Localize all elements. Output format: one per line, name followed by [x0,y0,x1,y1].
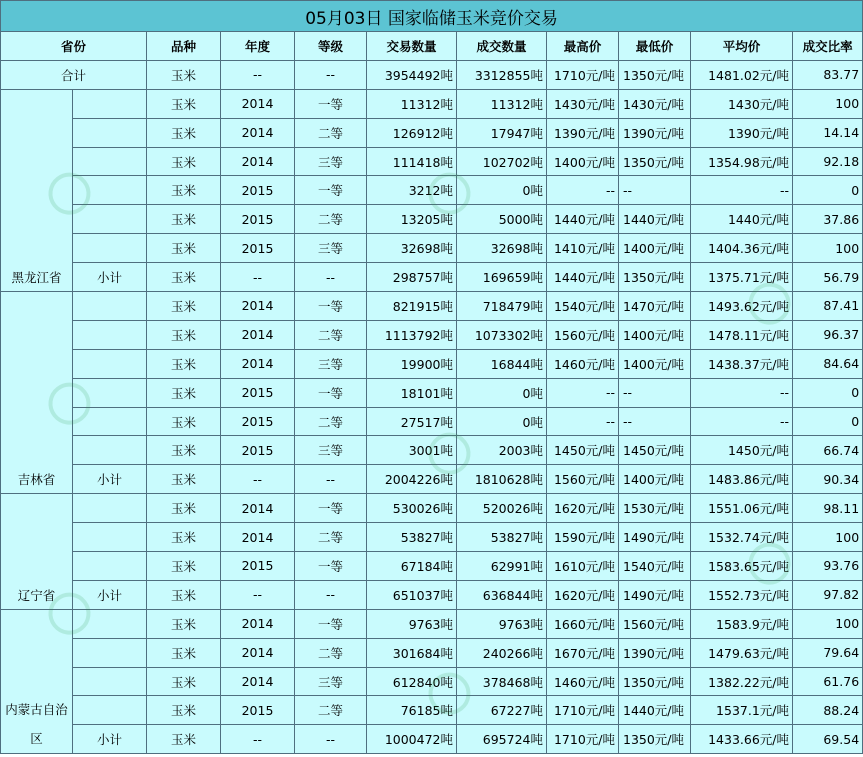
cell-max-price: 1390元/吨 [547,118,619,147]
cell-deal-ratio: 84.64 [793,349,863,378]
cell-max-price: 1670元/吨 [547,638,619,667]
table-row [1,696,863,725]
table-row [1,292,863,321]
cell-deal-qty: 1073302吨 [457,320,547,349]
cell-variety: 玉米 [147,407,221,436]
cell-avg-price: 1390元/吨 [691,118,793,147]
cell-trade-qty: 76185吨 [367,696,457,725]
total-deal-qty: 3312855吨 [457,60,547,89]
cell-deal-qty: 53827吨 [457,523,547,552]
cell-variety: 玉米 [147,696,221,725]
sub-blank-cell [73,118,147,147]
cell-deal-ratio: 79.64 [793,638,863,667]
cell-variety: 玉米 [147,725,221,754]
subtotal-label: 小计 [73,465,147,494]
cell-year: 2014 [221,667,295,696]
cell-deal-qty: 169659吨 [457,263,547,292]
cell-max-price: 1560元/吨 [547,320,619,349]
cell-min-price: -- [619,407,691,436]
cell-avg-price: 1438.37元/吨 [691,349,793,378]
cell-variety: 玉米 [147,494,221,523]
cell-deal-qty: 2003吨 [457,436,547,465]
table-row [1,523,863,552]
total-deal-ratio: 83.77 [793,60,863,89]
cell-max-price: 1440元/吨 [547,205,619,234]
cell-deal-qty: 17947吨 [457,118,547,147]
total-max-price: 1710元/吨 [547,60,619,89]
sub-blank-cell [73,667,147,696]
cell-deal-ratio: 0 [793,407,863,436]
cell-variety: 玉米 [147,378,221,407]
sub-blank-cell [73,378,147,407]
cell-grade: 三等 [295,667,367,696]
province-name: 吉林省 [1,292,73,494]
table-row [1,89,863,118]
cell-deal-ratio: 100 [793,234,863,263]
cell-variety: 玉米 [147,147,221,176]
cell-grade: -- [295,263,367,292]
cell-avg-price: 1430元/吨 [691,89,793,118]
subtotal-row [1,263,863,292]
cell-min-price: 1450元/吨 [619,436,691,465]
cell-trade-qty: 298757吨 [367,263,457,292]
sub-blank-cell [73,234,147,263]
cell-trade-qty: 301684吨 [367,638,457,667]
table-row [1,436,863,465]
cell-trade-qty: 27517吨 [367,407,457,436]
subtotal-label: 小计 [73,263,147,292]
cell-avg-price: 1483.86元/吨 [691,465,793,494]
table-row [1,176,863,205]
cell-min-price: 1430元/吨 [619,89,691,118]
table-row [1,349,863,378]
table-row [1,667,863,696]
cell-year: 2014 [221,349,295,378]
subtotal-row [1,580,863,609]
cell-avg-price: -- [691,407,793,436]
cell-variety: 玉米 [147,234,221,263]
cell-deal-qty: 11312吨 [457,89,547,118]
cell-year: 2014 [221,147,295,176]
total-grade: -- [295,60,367,89]
cell-min-price: 1350元/吨 [619,147,691,176]
cell-trade-qty: 3001吨 [367,436,457,465]
cell-min-price: -- [619,378,691,407]
cell-variety: 玉米 [147,609,221,638]
cell-grade: 二等 [295,118,367,147]
cell-min-price: 1350元/吨 [619,725,691,754]
header-min-price: 最低价 [619,32,691,61]
cell-max-price: 1450元/吨 [547,436,619,465]
cell-trade-qty: 821915吨 [367,292,457,321]
cell-deal-qty: 0吨 [457,378,547,407]
cell-variety: 玉米 [147,667,221,696]
cell-year: 2014 [221,494,295,523]
cell-variety: 玉米 [147,523,221,552]
cell-max-price: 1540元/吨 [547,292,619,321]
total-trade-qty: 3954492吨 [367,60,457,89]
cell-deal-ratio: 37.86 [793,205,863,234]
cell-trade-qty: 53827吨 [367,523,457,552]
table-row [1,494,863,523]
cell-deal-qty: 378468吨 [457,667,547,696]
cell-deal-qty: 520026吨 [457,494,547,523]
cell-grade: 二等 [295,696,367,725]
cell-year: -- [221,465,295,494]
cell-avg-price: 1493.62元/吨 [691,292,793,321]
cell-max-price: 1440元/吨 [547,263,619,292]
cell-grade: 三等 [295,234,367,263]
cell-avg-price: 1375.71元/吨 [691,263,793,292]
cell-year: 2015 [221,407,295,436]
cell-trade-qty: 67184吨 [367,552,457,581]
cell-trade-qty: 19900吨 [367,349,457,378]
table-row [1,552,863,581]
cell-variety: 玉米 [147,118,221,147]
cell-min-price: 1400元/吨 [619,320,691,349]
cell-deal-qty: 9763吨 [457,609,547,638]
sub-blank-cell [73,205,147,234]
table-row [1,147,863,176]
cell-max-price: 1660元/吨 [547,609,619,638]
cell-avg-price: 1404.36元/吨 [691,234,793,263]
cell-min-price: 1440元/吨 [619,696,691,725]
cell-grade: -- [295,465,367,494]
header-grade: 等级 [295,32,367,61]
cell-trade-qty: 11312吨 [367,89,457,118]
cell-avg-price: 1552.73元/吨 [691,580,793,609]
cell-grade: 二等 [295,523,367,552]
cell-max-price: 1620元/吨 [547,494,619,523]
cell-max-price: 1610元/吨 [547,552,619,581]
cell-trade-qty: 651037吨 [367,580,457,609]
cell-max-price: 1410元/吨 [547,234,619,263]
cell-deal-qty: 16844吨 [457,349,547,378]
header-avg-price: 平均价 [691,32,793,61]
cell-max-price: 1620元/吨 [547,580,619,609]
cell-min-price: 1350元/吨 [619,263,691,292]
cell-deal-ratio: 100 [793,89,863,118]
cell-year: 2014 [221,609,295,638]
cell-deal-ratio: 61.76 [793,667,863,696]
cell-deal-qty: 62991吨 [457,552,547,581]
cell-max-price: 1590元/吨 [547,523,619,552]
cell-grade: 一等 [295,89,367,118]
cell-year: 2015 [221,436,295,465]
cell-min-price: 1390元/吨 [619,118,691,147]
header-variety: 品种 [147,32,221,61]
sub-blank-cell [73,436,147,465]
cell-avg-price: 1583.65元/吨 [691,552,793,581]
total-variety: 玉米 [147,60,221,89]
cell-min-price: 1560元/吨 [619,609,691,638]
cell-deal-ratio: 66.74 [793,436,863,465]
cell-deal-ratio: 88.24 [793,696,863,725]
cell-deal-ratio: 87.41 [793,292,863,321]
table-row [1,609,863,638]
sub-blank-cell [73,609,147,638]
cell-trade-qty: 18101吨 [367,378,457,407]
header-year: 年度 [221,32,295,61]
cell-avg-price: 1537.1元/吨 [691,696,793,725]
cell-grade: 一等 [295,292,367,321]
cell-min-price: 1400元/吨 [619,234,691,263]
cell-avg-price: 1433.66元/吨 [691,725,793,754]
cell-variety: 玉米 [147,552,221,581]
cell-min-price: 1390元/吨 [619,638,691,667]
cell-grade: -- [295,580,367,609]
province-name: 黑龙江省 [1,89,73,291]
cell-variety: 玉米 [147,263,221,292]
cell-avg-price: 1479.63元/吨 [691,638,793,667]
total-min-price: 1350元/吨 [619,60,691,89]
cell-year: 2015 [221,552,295,581]
header-row [1,32,863,61]
cell-variety: 玉米 [147,436,221,465]
subtotal-label: 小计 [73,725,147,754]
cell-year: -- [221,263,295,292]
header-max-price: 最高价 [547,32,619,61]
cell-min-price: 1540元/吨 [619,552,691,581]
page-title: 05月03日 国家临储玉米竞价交易 [1,1,863,32]
header-deal-qty: 成交数量 [457,32,547,61]
total-year: -- [221,60,295,89]
cell-avg-price: 1382.22元/吨 [691,667,793,696]
cell-deal-qty: 695724吨 [457,725,547,754]
cell-deal-qty: 0吨 [457,176,547,205]
cell-variety: 玉米 [147,89,221,118]
cell-deal-ratio: 0 [793,378,863,407]
cell-trade-qty: 2004226吨 [367,465,457,494]
cell-year: 2014 [221,320,295,349]
cell-min-price: 1490元/吨 [619,523,691,552]
sub-blank-cell [73,89,147,118]
cell-variety: 玉米 [147,638,221,667]
cell-deal-ratio: 100 [793,523,863,552]
cell-deal-ratio: 90.34 [793,465,863,494]
table-row [1,378,863,407]
cell-min-price: -- [619,176,691,205]
header-province: 省份 [1,32,147,61]
cell-year: 2015 [221,176,295,205]
cell-max-price: 1460元/吨 [547,667,619,696]
sub-blank-cell [73,407,147,436]
table-row [1,320,863,349]
subtotal-label: 小计 [73,580,147,609]
cell-grade: 二等 [295,205,367,234]
cell-min-price: 1490元/吨 [619,580,691,609]
cell-avg-price: 1583.9元/吨 [691,609,793,638]
cell-year: 2015 [221,378,295,407]
subtotal-row [1,465,863,494]
cell-year: 2014 [221,638,295,667]
sub-blank-cell [73,292,147,321]
cell-avg-price: 1354.98元/吨 [691,147,793,176]
table-row [1,638,863,667]
total-row [1,60,863,89]
cell-variety: 玉米 [147,349,221,378]
cell-max-price: 1400元/吨 [547,147,619,176]
cell-max-price: -- [547,407,619,436]
cell-deal-ratio: 0 [793,176,863,205]
cell-year: 2015 [221,234,295,263]
subtotal-row [1,725,863,754]
cell-deal-qty: 1810628吨 [457,465,547,494]
cell-trade-qty: 9763吨 [367,609,457,638]
header-trade-qty: 交易数量 [367,32,457,61]
sub-blank-cell [73,638,147,667]
cell-min-price: 1470元/吨 [619,292,691,321]
cell-year: 2015 [221,205,295,234]
cell-avg-price: 1532.74元/吨 [691,523,793,552]
sub-blank-cell [73,696,147,725]
cell-max-price: -- [547,176,619,205]
cell-grade: 一等 [295,609,367,638]
table-row [1,234,863,263]
cell-max-price: -- [547,378,619,407]
cell-avg-price: 1478.11元/吨 [691,320,793,349]
cell-min-price: 1400元/吨 [619,349,691,378]
cell-variety: 玉米 [147,320,221,349]
cell-grade: 一等 [295,378,367,407]
cell-deal-qty: 102702吨 [457,147,547,176]
cell-deal-ratio: 98.11 [793,494,863,523]
cell-grade: -- [295,725,367,754]
cell-deal-ratio: 93.76 [793,552,863,581]
table-row [1,205,863,234]
cell-trade-qty: 1113792吨 [367,320,457,349]
total-avg-price: 1481.02元/吨 [691,60,793,89]
cell-trade-qty: 126912吨 [367,118,457,147]
cell-deal-ratio: 56.79 [793,263,863,292]
cell-deal-qty: 636844吨 [457,580,547,609]
cell-avg-price: -- [691,378,793,407]
cell-deal-qty: 32698吨 [457,234,547,263]
cell-year: 2014 [221,89,295,118]
cell-min-price: 1400元/吨 [619,465,691,494]
cell-grade: 二等 [295,320,367,349]
cell-deal-ratio: 96.37 [793,320,863,349]
cell-variety: 玉米 [147,205,221,234]
cell-trade-qty: 32698吨 [367,234,457,263]
cell-grade: 一等 [295,494,367,523]
title-row [1,1,863,32]
cell-grade: 三等 [295,349,367,378]
cell-year: 2014 [221,292,295,321]
cell-deal-qty: 240266吨 [457,638,547,667]
cell-trade-qty: 530026吨 [367,494,457,523]
cell-deal-ratio: 14.14 [793,118,863,147]
cell-deal-qty: 0吨 [457,407,547,436]
cell-trade-qty: 1000472吨 [367,725,457,754]
cell-max-price: 1460元/吨 [547,349,619,378]
sub-blank-cell [73,523,147,552]
cell-trade-qty: 612840吨 [367,667,457,696]
sub-blank-cell [73,176,147,205]
cell-deal-qty: 5000吨 [457,205,547,234]
cell-grade: 一等 [295,176,367,205]
cell-year: -- [221,725,295,754]
cell-variety: 玉米 [147,292,221,321]
cell-grade: 二等 [295,638,367,667]
cell-grade: 一等 [295,552,367,581]
cell-variety: 玉米 [147,580,221,609]
cell-trade-qty: 3212吨 [367,176,457,205]
cell-year: 2015 [221,696,295,725]
province-name: 辽宁省 [1,494,73,610]
cell-deal-qty: 67227吨 [457,696,547,725]
cell-year: 2014 [221,118,295,147]
cell-deal-qty: 718479吨 [457,292,547,321]
cell-avg-price: -- [691,176,793,205]
cell-avg-price: 1551.06元/吨 [691,494,793,523]
table-row [1,118,863,147]
total-label: 合计 [1,60,147,89]
cell-trade-qty: 111418吨 [367,147,457,176]
cell-grade: 三等 [295,147,367,176]
cell-avg-price: 1440元/吨 [691,205,793,234]
sub-blank-cell [73,494,147,523]
header-deal-ratio: 成交比率 [793,32,863,61]
sub-blank-cell [73,349,147,378]
cell-variety: 玉米 [147,465,221,494]
cell-grade: 三等 [295,436,367,465]
table-row [1,407,863,436]
cell-avg-price: 1450元/吨 [691,436,793,465]
cell-year: -- [221,580,295,609]
cell-min-price: 1350元/吨 [619,667,691,696]
cell-trade-qty: 13205吨 [367,205,457,234]
cell-grade: 二等 [295,407,367,436]
sub-blank-cell [73,320,147,349]
cell-deal-ratio: 100 [793,609,863,638]
cell-variety: 玉米 [147,176,221,205]
cell-max-price: 1560元/吨 [547,465,619,494]
cell-max-price: 1430元/吨 [547,89,619,118]
sub-blank-cell [73,552,147,581]
cell-deal-ratio: 69.54 [793,725,863,754]
cell-deal-ratio: 92.18 [793,147,863,176]
table-body [1,1,863,754]
sub-blank-cell [73,147,147,176]
cell-min-price: 1440元/吨 [619,205,691,234]
cell-year: 2014 [221,523,295,552]
cell-deal-ratio: 97.82 [793,580,863,609]
province-name: 内蒙古自治区 [1,609,73,753]
cell-max-price: 1710元/吨 [547,725,619,754]
cell-max-price: 1710元/吨 [547,696,619,725]
cell-min-price: 1530元/吨 [619,494,691,523]
